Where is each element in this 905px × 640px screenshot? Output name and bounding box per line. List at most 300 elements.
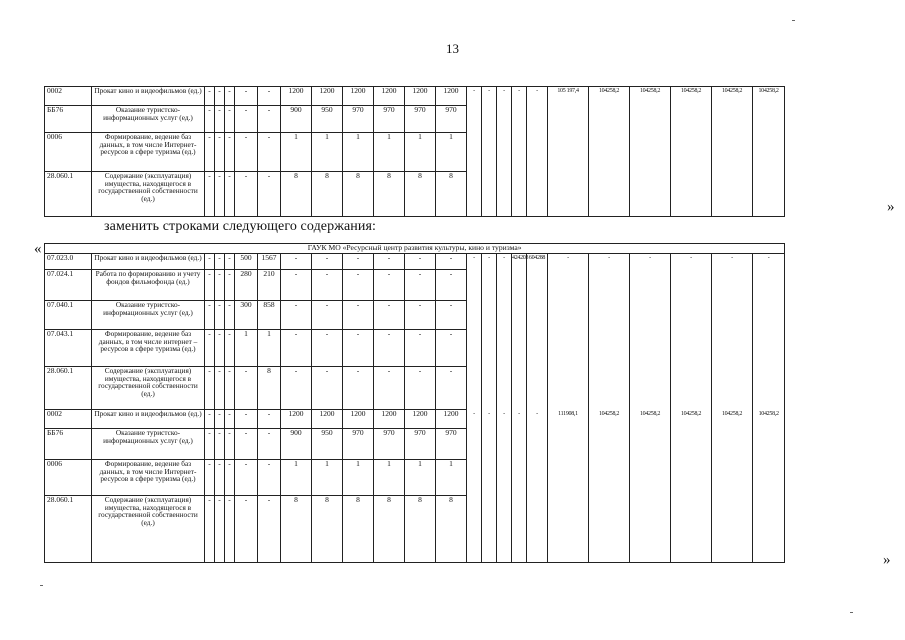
table-row (45, 254, 785, 270)
row-name: Прокат кино и видеофильмов (ед.) (92, 410, 205, 429)
quantity-cell: - (405, 367, 436, 410)
quantity-cell: 1200 (281, 410, 312, 429)
quantity-cell: 1200 (405, 410, 436, 429)
quantity-cell: 1 (405, 460, 436, 496)
quantity-cell: - (225, 254, 235, 270)
quantity-cell: 1 (343, 460, 374, 496)
quantity-cell: 8 (281, 172, 312, 217)
finance-cell (712, 367, 753, 410)
quantity-cell: 8 (405, 172, 436, 217)
quantity-cell: - (436, 367, 467, 410)
quantity-cell: 1 (405, 133, 436, 172)
quantity-cell: - (205, 254, 215, 270)
finance-cell (467, 367, 482, 410)
row-code: ББ76 (45, 106, 92, 133)
finance-cell (630, 106, 671, 133)
quantity-cell: 280 (235, 270, 258, 301)
finance-cell (512, 460, 527, 496)
close-quote-1: » (887, 199, 895, 215)
finance-cell (712, 460, 753, 496)
quantity-cell: 8 (343, 496, 374, 563)
close-quote-2: » (883, 552, 891, 568)
quantity-cell: 8 (312, 496, 343, 563)
finance-cell: - (467, 410, 482, 429)
table-row (45, 133, 785, 172)
quantity-cell: - (312, 254, 343, 270)
quantity-cell: 1200 (436, 87, 467, 106)
finance-cell (712, 301, 753, 330)
row-name: Оказание туристско-информационных услуг (ед.) (92, 429, 205, 460)
table-replacement-rows (44, 243, 785, 563)
quantity-cell: - (215, 410, 225, 429)
quantity-cell: - (215, 172, 225, 217)
row-name: Прокат кино и видеофильмов (ед.) (92, 87, 205, 106)
finance-cell (630, 301, 671, 330)
finance-cell: 104258,2 (630, 410, 671, 429)
finance-cell (497, 106, 512, 133)
quantity-cell: - (215, 330, 225, 367)
quantity-cell: - (215, 106, 225, 133)
finance-cell (630, 367, 671, 410)
finance-cell (589, 460, 630, 496)
finance-cell: - (512, 87, 527, 106)
finance-cell (753, 367, 785, 410)
row-name: Оказание туристско-информационных услуг (ед.) (92, 106, 205, 133)
quantity-cell: 1200 (405, 87, 436, 106)
quantity-cell: - (205, 301, 215, 330)
finance-cell (589, 429, 630, 460)
quantity-cell: 970 (374, 429, 405, 460)
quantity-cell: - (281, 330, 312, 367)
finance-cell (589, 133, 630, 172)
row-code: 28.060.1 (45, 496, 92, 563)
row-code: 0006 (45, 460, 92, 496)
quantity-cell: 970 (405, 106, 436, 133)
finance-cell: - (527, 87, 548, 106)
finance-cell (467, 460, 482, 496)
finance-cell: 104258,2 (712, 410, 753, 429)
quantity-cell: - (343, 330, 374, 367)
quantity-cell: 8 (343, 172, 374, 217)
finance-cell (527, 330, 548, 367)
quantity-cell: 1 (374, 133, 405, 172)
quantity-cell: - (205, 496, 215, 563)
org-header: ГАУК МО «Ресурсный центр развития культуры, кино и туризма» (45, 244, 785, 254)
quantity-cell: - (258, 410, 281, 429)
quantity-cell: - (225, 367, 235, 410)
finance-cell (527, 172, 548, 217)
quantity-cell: - (436, 270, 467, 301)
quantity-cell: 1200 (374, 410, 405, 429)
finance-cell (467, 496, 482, 563)
finance-cell (482, 330, 497, 367)
finance-cell (589, 496, 630, 563)
finance-cell (712, 270, 753, 301)
quantity-cell: - (235, 429, 258, 460)
finance-cell (548, 429, 589, 460)
quantity-cell: - (235, 410, 258, 429)
finance-cell: - (712, 254, 753, 270)
quantity-cell: - (374, 254, 405, 270)
quantity-cell: - (225, 330, 235, 367)
finance-cell: - (497, 87, 512, 106)
quantity-cell: 8 (258, 367, 281, 410)
finance-cell (671, 496, 712, 563)
quantity-cell: - (225, 429, 235, 460)
quantity-cell: - (225, 496, 235, 563)
finance-cell (712, 106, 753, 133)
finance-cell (497, 330, 512, 367)
quantity-cell: 970 (436, 106, 467, 133)
quantity-cell: - (235, 87, 258, 106)
finance-cell (671, 330, 712, 367)
finance-cell (512, 270, 527, 301)
finance-cell: - (548, 254, 589, 270)
finance-cell (753, 106, 785, 133)
finance-cell (548, 367, 589, 410)
finance-cell (467, 270, 482, 301)
quantity-cell: - (215, 254, 225, 270)
finance-cell (527, 367, 548, 410)
replace-instruction: заменить строками следующего содержания: (104, 219, 377, 234)
quantity-cell: 1 (258, 330, 281, 367)
finance-cell: 104258,2 (671, 410, 712, 429)
row-code: 28.060.1 (45, 172, 92, 217)
finance-cell (671, 133, 712, 172)
quantity-cell: - (225, 460, 235, 496)
quantity-cell: 210 (258, 270, 281, 301)
quantity-cell: - (436, 301, 467, 330)
quantity-cell: 1200 (312, 87, 343, 106)
finance-cell (467, 301, 482, 330)
finance-cell (467, 429, 482, 460)
row-name: Содержание (эксплуатация) имущества, находящегося в государственной собственности (ед.) (92, 367, 205, 410)
open-quote: « (34, 241, 42, 257)
finance-cell (630, 270, 671, 301)
finance-cell (753, 429, 785, 460)
finance-cell (548, 133, 589, 172)
quantity-cell: 1 (235, 330, 258, 367)
quantity-cell: - (205, 410, 215, 429)
finance-cell: 604288 (527, 254, 548, 270)
quantity-cell: 500 (235, 254, 258, 270)
finance-cell: 104258,2 (753, 87, 785, 106)
finance-cell (527, 270, 548, 301)
quantity-cell: - (225, 106, 235, 133)
quantity-cell: - (312, 330, 343, 367)
quantity-cell: - (235, 106, 258, 133)
quantity-cell: 1 (374, 460, 405, 496)
quantity-cell: 8 (405, 496, 436, 563)
finance-cell (512, 133, 527, 172)
quantity-cell: 300 (235, 301, 258, 330)
quantity-cell: - (215, 429, 225, 460)
quantity-cell: - (225, 87, 235, 106)
finance-cell (630, 460, 671, 496)
finance-cell (527, 429, 548, 460)
quantity-cell: 970 (436, 429, 467, 460)
table-row (45, 270, 785, 301)
finance-cell (497, 270, 512, 301)
finance-cell (467, 330, 482, 367)
quantity-cell: 1 (436, 460, 467, 496)
finance-cell: 104258,2 (671, 87, 712, 106)
finance-cell (482, 172, 497, 217)
quantity-cell: - (205, 429, 215, 460)
finance-cell (630, 133, 671, 172)
quantity-cell: - (374, 367, 405, 410)
table-row (45, 330, 785, 367)
table-row (45, 367, 785, 410)
quantity-cell: - (343, 254, 374, 270)
finance-cell (548, 172, 589, 217)
quantity-cell: - (312, 270, 343, 301)
row-code: 07.043.1 (45, 330, 92, 367)
row-code: 28.060.1 (45, 367, 92, 410)
finance-cell (630, 330, 671, 367)
finance-cell (753, 496, 785, 563)
finance-cell (753, 270, 785, 301)
finance-cell: - (467, 254, 482, 270)
quantity-cell: - (436, 330, 467, 367)
finance-cell: - (497, 254, 512, 270)
quantity-cell: 970 (343, 429, 374, 460)
row-code: 07.024.1 (45, 270, 92, 301)
finance-cell (527, 496, 548, 563)
finance-cell (497, 460, 512, 496)
quantity-cell: 8 (374, 172, 405, 217)
quantity-cell: - (225, 410, 235, 429)
finance-cell (548, 301, 589, 330)
quantity-cell: - (312, 301, 343, 330)
quantity-cell: - (205, 133, 215, 172)
finance-cell (527, 133, 548, 172)
quantity-cell: - (258, 106, 281, 133)
finance-cell (630, 496, 671, 563)
finance-cell (589, 270, 630, 301)
quantity-cell: - (205, 87, 215, 106)
finance-cell (671, 367, 712, 410)
finance-cell: - (497, 410, 512, 429)
finance-cell (512, 172, 527, 217)
row-code: 0002 (45, 87, 92, 106)
finance-cell: - (482, 87, 497, 106)
quantity-cell: - (405, 301, 436, 330)
quantity-cell: 8 (281, 496, 312, 563)
quantity-cell: - (281, 301, 312, 330)
finance-cell (512, 301, 527, 330)
quantity-cell: 900 (281, 106, 312, 133)
row-name: Содержание (эксплуатация) имущества, находящегося в государственной собственности (ед.) (92, 172, 205, 217)
quantity-cell: 1200 (374, 87, 405, 106)
finance-cell: 104258,2 (589, 410, 630, 429)
table-row (45, 429, 785, 460)
scan-mark (40, 585, 43, 586)
quantity-cell: - (281, 367, 312, 410)
quantity-cell: - (312, 367, 343, 410)
quantity-cell: - (215, 270, 225, 301)
row-code: 0006 (45, 133, 92, 172)
finance-cell (712, 133, 753, 172)
finance-cell (527, 106, 548, 133)
finance-cell (712, 172, 753, 217)
finance-cell: - (512, 410, 527, 429)
quantity-cell: 1200 (343, 410, 374, 429)
quantity-cell: - (225, 133, 235, 172)
finance-cell: 104258,2 (589, 87, 630, 106)
quantity-cell: - (258, 429, 281, 460)
finance-cell (497, 133, 512, 172)
finance-cell (497, 172, 512, 217)
quantity-cell: - (225, 172, 235, 217)
finance-cell (671, 460, 712, 496)
quantity-cell: - (215, 133, 225, 172)
finance-cell: - (630, 254, 671, 270)
finance-cell (630, 172, 671, 217)
finance-cell: 104258,2 (712, 87, 753, 106)
finance-cell (512, 429, 527, 460)
finance-cell (512, 496, 527, 563)
quantity-cell: - (405, 330, 436, 367)
quantity-cell: - (205, 270, 215, 301)
quantity-cell: 970 (343, 106, 374, 133)
finance-cell (467, 133, 482, 172)
finance-cell (512, 106, 527, 133)
finance-cell (467, 172, 482, 217)
quantity-cell: - (258, 87, 281, 106)
page-number: 13 (446, 41, 459, 56)
finance-cell: 105 197,4 (548, 87, 589, 106)
row-name: Работа по формированию и учету фондов фильмофонда (ед.) (92, 270, 205, 301)
row-code: 0002 (45, 410, 92, 429)
finance-cell (753, 301, 785, 330)
finance-cell (548, 460, 589, 496)
finance-cell (589, 172, 630, 217)
quantity-cell: - (215, 496, 225, 563)
finance-cell (671, 270, 712, 301)
quantity-cell: - (205, 367, 215, 410)
table-original-rows (44, 86, 785, 217)
quantity-cell: 1200 (436, 410, 467, 429)
quantity-cell: - (225, 270, 235, 301)
finance-cell (589, 106, 630, 133)
finance-cell (527, 301, 548, 330)
quantity-cell: 858 (258, 301, 281, 330)
quantity-cell: - (235, 133, 258, 172)
finance-cell: 104258,2 (630, 87, 671, 106)
finance-cell (753, 172, 785, 217)
table-row (45, 87, 785, 106)
finance-cell (589, 330, 630, 367)
finance-cell (497, 496, 512, 563)
quantity-cell: 950 (312, 429, 343, 460)
finance-cell (497, 301, 512, 330)
finance-cell (712, 330, 753, 367)
quantity-cell: 1 (312, 460, 343, 496)
quantity-cell: 1200 (281, 87, 312, 106)
row-name: Оказание туристско-информационных услуг (ед.) (92, 301, 205, 330)
quantity-cell: - (205, 330, 215, 367)
finance-cell (482, 106, 497, 133)
finance-cell (548, 270, 589, 301)
scan-mark (850, 612, 853, 613)
quantity-cell: - (258, 172, 281, 217)
finance-cell (671, 301, 712, 330)
quantity-cell: - (374, 270, 405, 301)
finance-cell (482, 133, 497, 172)
finance-cell (482, 301, 497, 330)
finance-cell: 111908,1 (548, 410, 589, 429)
table-row (45, 410, 785, 429)
finance-cell (671, 172, 712, 217)
quantity-cell: - (215, 87, 225, 106)
finance-cell (548, 330, 589, 367)
table-row (45, 496, 785, 563)
quantity-cell: - (235, 367, 258, 410)
row-name: Формирование, ведение баз данных, в том числе интернет – ресурсов в сфере туризма (ед.) (92, 330, 205, 367)
quantity-cell: - (405, 254, 436, 270)
row-code: ББ76 (45, 429, 92, 460)
row-name: Формирование, ведение баз данных, в том числе Интернет-ресурсов в сфере туризма (ед.) (92, 133, 205, 172)
quantity-cell: 1200 (343, 87, 374, 106)
quantity-cell: 1 (312, 133, 343, 172)
finance-cell (671, 106, 712, 133)
finance-cell (482, 367, 497, 410)
row-code: 07.040.1 (45, 301, 92, 330)
quantity-cell: - (374, 301, 405, 330)
table-row (45, 301, 785, 330)
quantity-cell: - (258, 496, 281, 563)
finance-cell (589, 301, 630, 330)
finance-cell (753, 330, 785, 367)
quantity-cell: - (258, 460, 281, 496)
finance-cell (712, 496, 753, 563)
finance-cell (527, 460, 548, 496)
quantity-cell: 1 (436, 133, 467, 172)
finance-cell (497, 367, 512, 410)
quantity-cell: - (235, 172, 258, 217)
finance-cell: - (482, 254, 497, 270)
finance-cell (482, 270, 497, 301)
row-name: Прокат кино и видеофильмов (ед.) (92, 254, 205, 270)
finance-cell: - (671, 254, 712, 270)
finance-cell (548, 106, 589, 133)
table-row (45, 106, 785, 133)
table-row (45, 172, 785, 217)
finance-cell (630, 429, 671, 460)
finance-cell (497, 429, 512, 460)
finance-cell (482, 460, 497, 496)
finance-cell: 104258,2 (753, 410, 785, 429)
quantity-cell: 8 (436, 496, 467, 563)
scan-mark (792, 20, 795, 21)
quantity-cell: 1567 (258, 254, 281, 270)
quantity-cell: 8 (436, 172, 467, 217)
finance-cell: - (753, 254, 785, 270)
finance-cell: - (482, 410, 497, 429)
finance-cell (712, 429, 753, 460)
finance-cell (482, 429, 497, 460)
quantity-cell: - (374, 330, 405, 367)
finance-cell (753, 460, 785, 496)
finance-cell (512, 330, 527, 367)
quantity-cell: - (215, 460, 225, 496)
quantity-cell: 970 (374, 106, 405, 133)
row-name: Содержание (эксплуатация) имущества, находящегося в государственной собственности (ед.) (92, 496, 205, 563)
quantity-cell: - (281, 270, 312, 301)
row-code: 07.023.0 (45, 254, 92, 270)
finance-cell: - (467, 87, 482, 106)
